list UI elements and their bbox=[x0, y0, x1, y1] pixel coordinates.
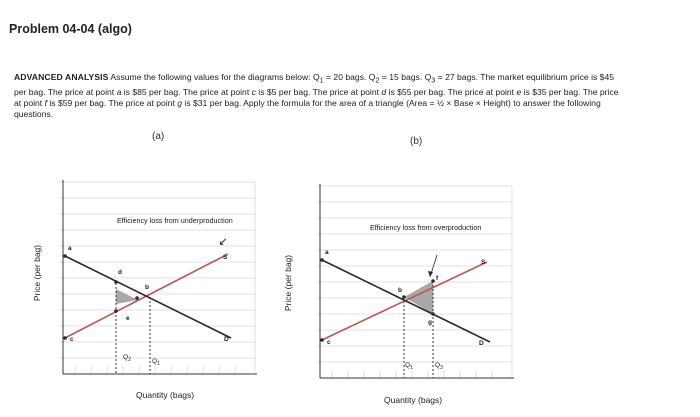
text-point: a bbox=[116, 86, 122, 97]
point-b bbox=[402, 295, 406, 299]
label-e: e bbox=[126, 315, 130, 322]
point-c bbox=[320, 338, 324, 342]
text-part: is $59 per bag. The price at point bbox=[46, 97, 178, 108]
diagram-b-xlabel: Quantity (bags) bbox=[384, 395, 443, 405]
point-e bbox=[114, 309, 118, 313]
label-demand-a: D bbox=[224, 336, 229, 343]
label-d: d bbox=[118, 269, 122, 276]
label-g: g bbox=[428, 319, 432, 326]
text-sub: 3 bbox=[431, 76, 436, 85]
text-point: c bbox=[251, 86, 256, 97]
text-sub: 2 bbox=[375, 76, 380, 85]
label-b: b bbox=[398, 287, 402, 294]
text-part: is $55 per bag. The price at point bbox=[386, 86, 517, 97]
label-q1-a: $Q_1$ bbox=[152, 358, 160, 367]
diagram-a-grid bbox=[59, 182, 255, 374]
label-c: c bbox=[70, 336, 74, 343]
panel-label-a: (a) bbox=[152, 131, 165, 142]
label-a: a bbox=[325, 249, 329, 256]
text-point: g bbox=[177, 97, 183, 108]
text-part: = 27 bags. The market equilibrium price is $45 per bag. The price at point bbox=[14, 72, 615, 97]
panel-label-b: (b) bbox=[410, 136, 423, 147]
text-part: is $5 per bag. The price at point bbox=[255, 86, 382, 97]
point-d bbox=[114, 280, 118, 284]
label-demand-b: D bbox=[479, 340, 484, 347]
text-part: Assume the following values for the diagrams below: Q bbox=[108, 72, 320, 82]
label-q1-b: $Q_1$ bbox=[405, 362, 413, 371]
text-sub: 1 bbox=[319, 76, 324, 85]
diagram-a bbox=[55, 178, 265, 378]
text-part: = 15 bags. Q bbox=[379, 72, 432, 82]
arrow-a: ↙ bbox=[218, 236, 228, 248]
label-f: f bbox=[436, 275, 439, 282]
text-point: f bbox=[44, 97, 47, 108]
point-g bbox=[431, 312, 435, 316]
text-part: is $85 per bag. The price at point bbox=[121, 86, 252, 97]
text-part: is $35 per bag. The price at point bbox=[14, 86, 619, 108]
text-point: d bbox=[381, 86, 387, 97]
diagram-b bbox=[312, 182, 522, 382]
text-part: = 20 bags. Q bbox=[323, 72, 376, 82]
point-a bbox=[63, 254, 67, 258]
problem-title: Problem 04-04 (algo) bbox=[9, 22, 132, 36]
point-f bbox=[431, 279, 435, 283]
diagram-a-ylabel: Price (per bag) bbox=[32, 244, 42, 302]
problem-statement bbox=[14, 72, 626, 120]
point-c bbox=[63, 336, 67, 340]
diagram-b-ylabel: Price (per bag) bbox=[283, 254, 293, 312]
point-b bbox=[135, 296, 139, 300]
text-part: is $31 per bag. Apply the formula for the area of a triangle (Area = ½ × Base × Height) to answer the following questions. bbox=[14, 97, 601, 119]
label-supply-a: S bbox=[223, 254, 228, 261]
point-a bbox=[320, 258, 324, 262]
diagram-a-xlabel: Quantity (bags) bbox=[136, 390, 195, 400]
caption-b: Efficiency loss from overproduction bbox=[370, 223, 482, 232]
label-a: a bbox=[68, 245, 72, 252]
label-c: c bbox=[327, 339, 331, 346]
label-q3-b: $Q_3$ bbox=[435, 362, 443, 371]
text-point: e bbox=[516, 86, 522, 97]
label-supply-b: S bbox=[481, 259, 486, 266]
arrow-b-head bbox=[428, 271, 433, 277]
label-q2-a: $Q_2$ bbox=[123, 354, 131, 363]
label-b: b bbox=[145, 284, 149, 291]
caption-a: Efficiency loss from underproduction bbox=[117, 216, 233, 225]
advanced-analysis-label: ADVANCED ANALYSIS bbox=[14, 72, 109, 82]
diagram-b-grid bbox=[316, 186, 512, 378]
deadweight-loss-b bbox=[404, 281, 433, 314]
